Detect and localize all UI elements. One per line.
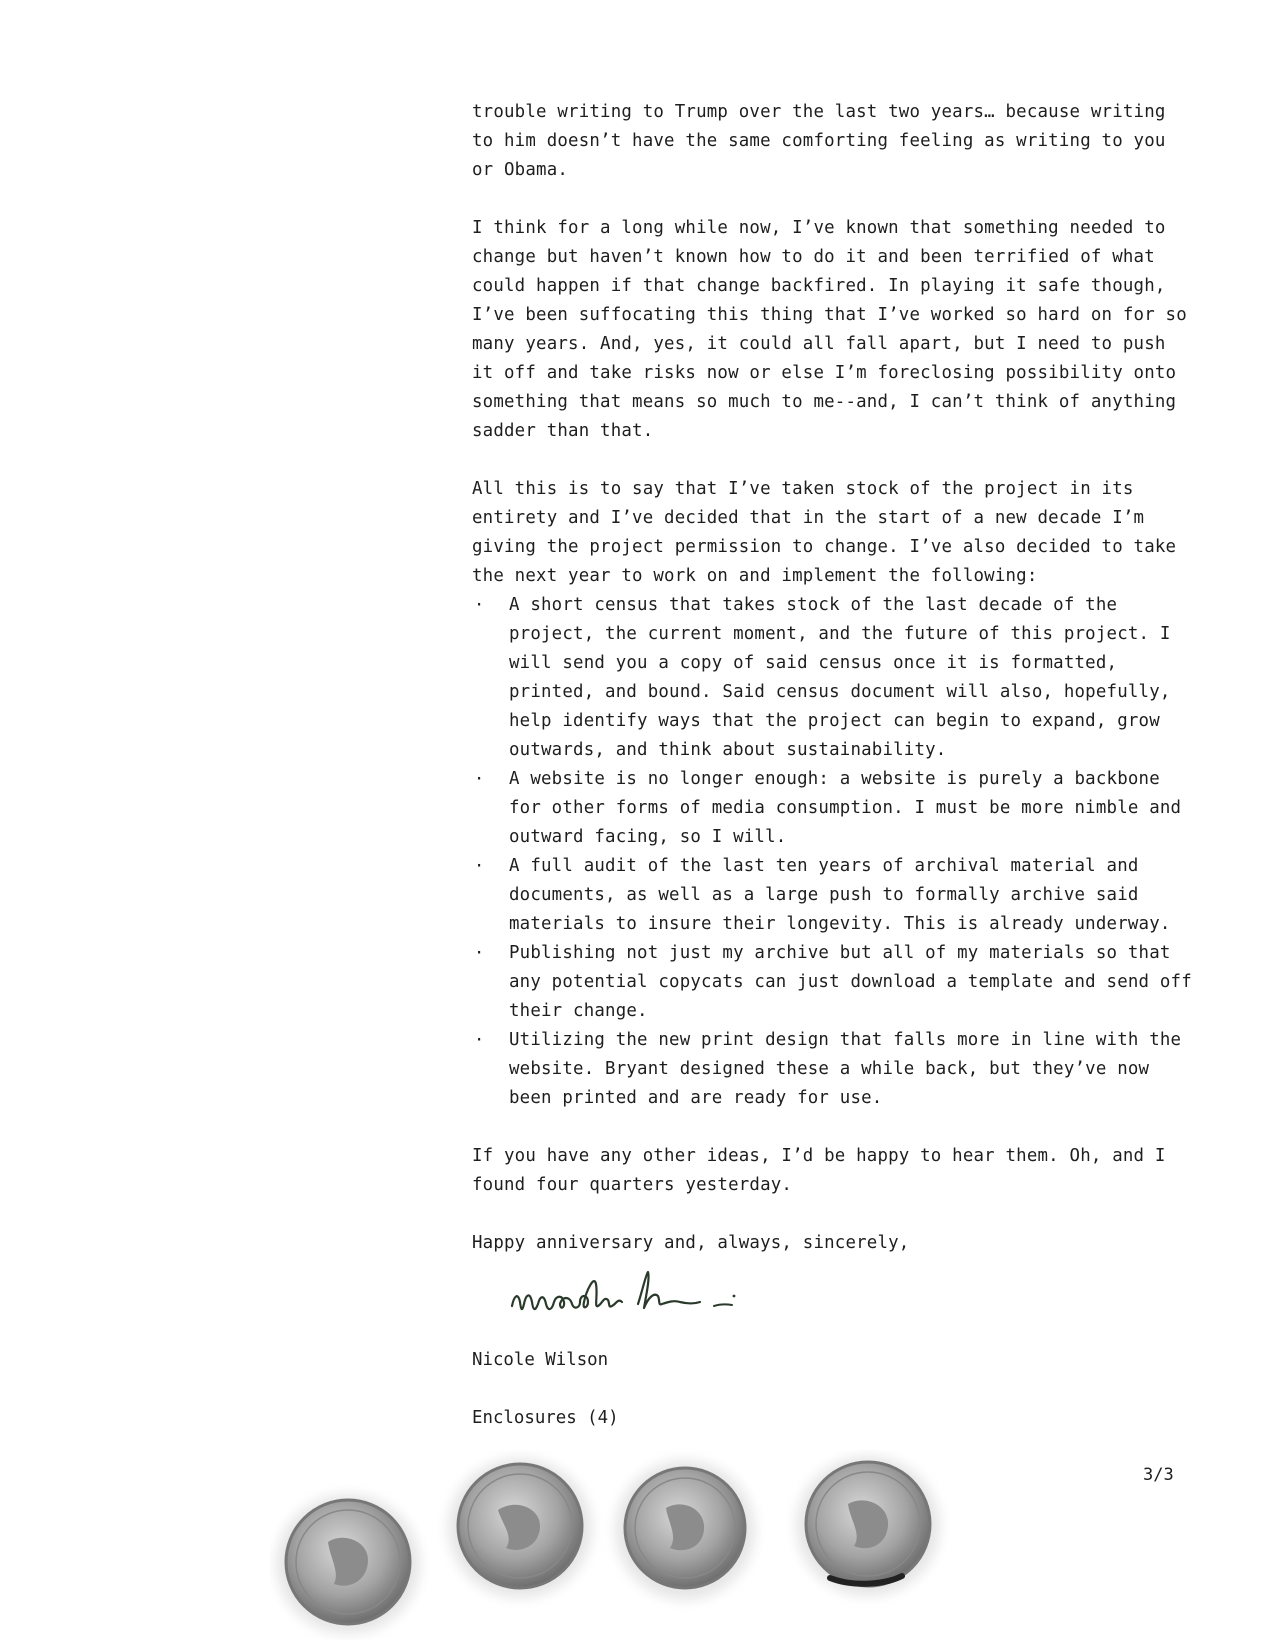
paragraph-1: trouble writing to Trump over the last two years… because writing to him doesn’t have the same comforting feeling as writing to you or Obama. xyxy=(472,102,1166,180)
letter-body xyxy=(472,98,1192,1258)
list-item-text: Publishing not just my archive but all of my materials so that any potential copycats can just download a template and send off their change. xyxy=(509,943,1192,1021)
paragraph-2: I think for a long while now, I’ve known that something needed to change but haven’t known how to do it and been terrified of what could happen if that change backfired. In playing it safe though, I’ve been suffocating this thing that I’ve worked so hard on for so many years. And, yes, it could all fall apart, but I need to push it off and take risks now or else I’m foreclosing possibility onto something that means so much to me--and, I can’t think of anything sadder than that. xyxy=(472,218,1187,441)
paragraph-closing-note: If you have any other ideas, I’d be happy to hear them. Oh, and I found four quarters yesterday. xyxy=(472,1146,1166,1195)
bullet-dot: · xyxy=(474,856,485,876)
list-item-text: Utilizing the new print design that falls more in line with the website. Bryant designed these a while back, but they’ve now been printed and are ready for use. xyxy=(509,1030,1182,1108)
bullet-dot: · xyxy=(474,943,485,963)
list-item xyxy=(472,939,1192,1026)
coins-enclosure xyxy=(270,1450,990,1640)
coin-3 xyxy=(615,1460,755,1600)
signer-name: Nicole Wilson xyxy=(472,1350,609,1370)
coin-1 xyxy=(276,1494,420,1634)
list-item-text: A short census that takes stock of the last decade of the project, the current moment, and the future of this project. I will send you a copy of said census once it is formatted, printed, and bound. Said census document will also, hopefully, help identify ways that the project can begin to expand, grow outwards, and think about sustainability. xyxy=(509,595,1171,760)
bullet-dot: · xyxy=(474,595,485,615)
page-number: 3/3 xyxy=(1143,1465,1174,1485)
list-item xyxy=(472,852,1192,939)
paragraph-3: All this is to say that I’ve taken stock of the project in its entirety and I’ve decided that in the start of a new decade I’m giving the project permission to change. I’ve also decided to take the next year to work on and implement the following: xyxy=(472,479,1177,586)
plan-list xyxy=(472,591,1192,1113)
bullet-dot: · xyxy=(474,769,485,789)
list-item-text: A full audit of the last ten years of archival material and documents, as well as a large push to formally archive said materials to insure their longevity. This is already underway. xyxy=(509,856,1171,934)
coin-4 xyxy=(796,1456,940,1596)
handwritten-signature xyxy=(508,1262,768,1332)
list-item xyxy=(472,765,1192,852)
list-item xyxy=(472,591,1192,765)
coin-2 xyxy=(448,1458,592,1598)
closing-line: Happy anniversary and, always, sincerely, xyxy=(472,1233,910,1253)
enclosures-note: Enclosures (4) xyxy=(472,1408,619,1428)
list-item-text: A website is no longer enough: a website is purely a backbone for other forms of media consumption. I must be more nimble and outward facing, so I will. xyxy=(509,769,1182,847)
list-item xyxy=(472,1026,1192,1113)
bullet-dot: · xyxy=(474,1030,485,1050)
